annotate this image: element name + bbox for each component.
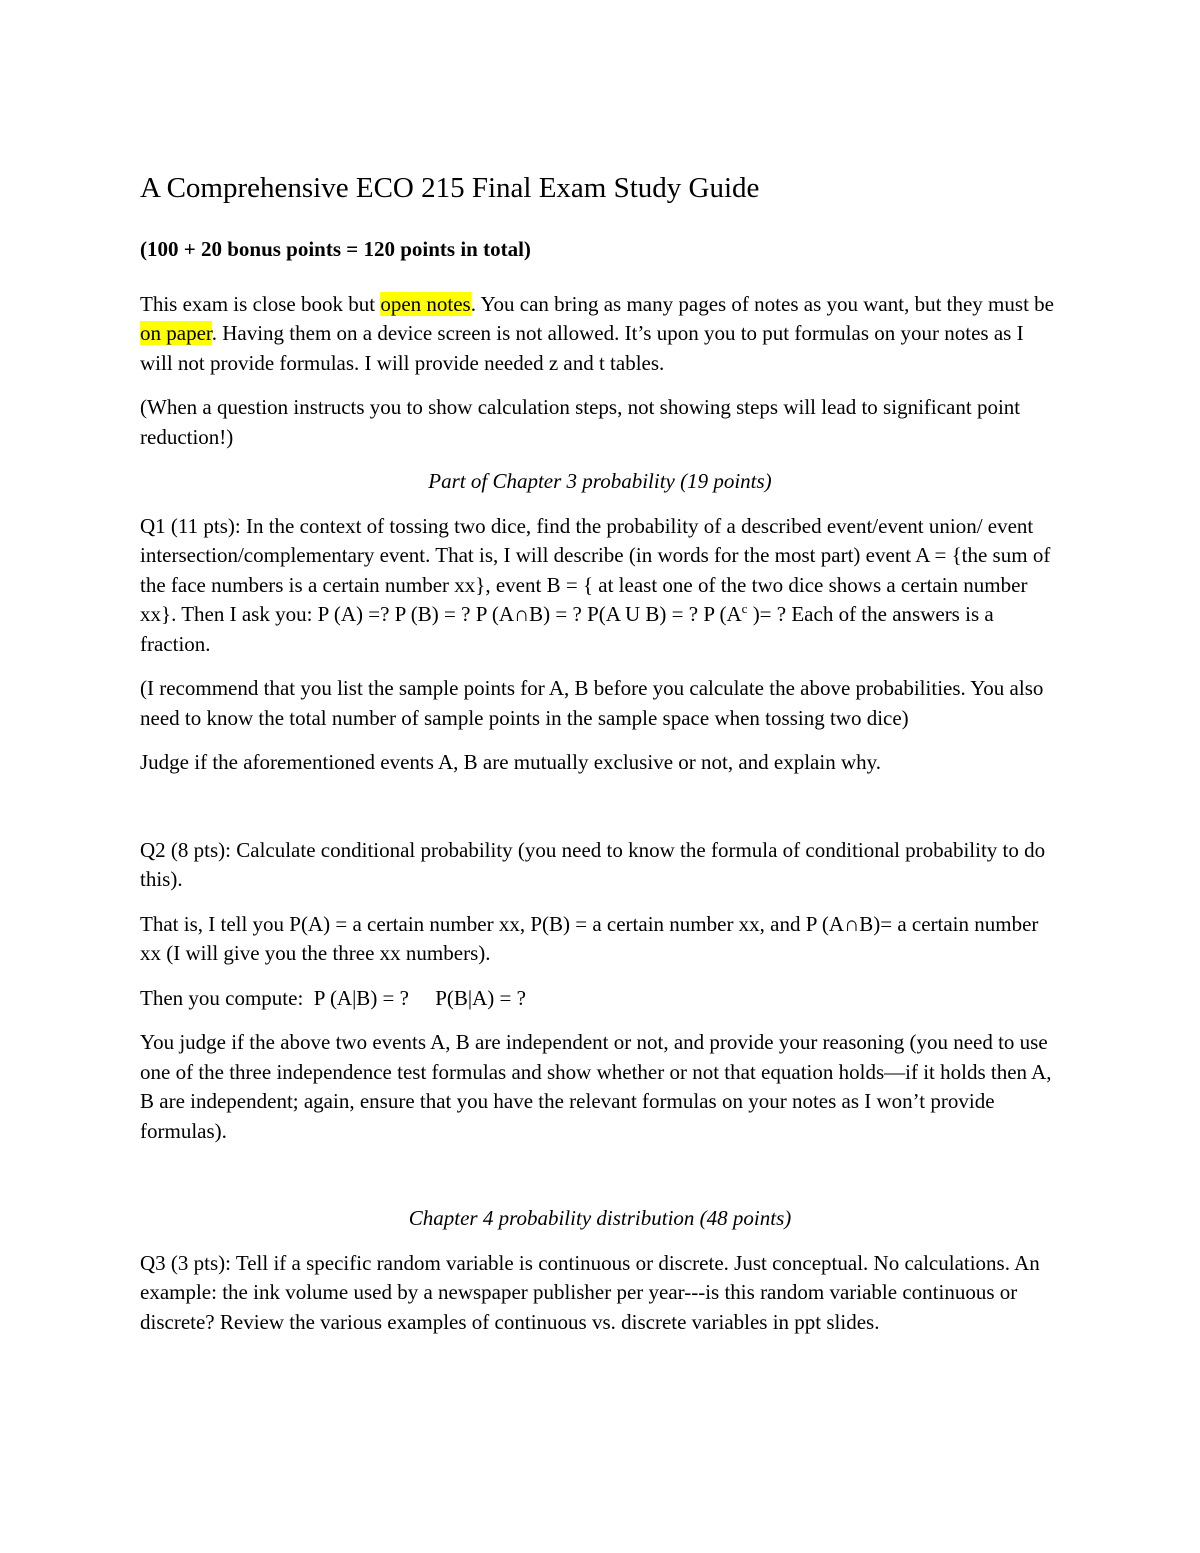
q2-intro: Q2 (8 pts): Calculate conditional probability (you need to know the formula of conditional probability to do this). bbox=[140, 837, 1046, 891]
intro-text-2: . You can bring as many pages of notes as you want, but they must be bbox=[470, 291, 1054, 316]
points-subtitle: (100 + 20 bonus points = 120 points in total) bbox=[140, 237, 531, 261]
q1-judge: Judge if the aforementioned events A, B are mutually exclusive or not, and explain why. bbox=[140, 750, 882, 774]
highlight-on-paper: on paper bbox=[140, 321, 212, 345]
q1-recommendation: (I recommend that you list the sample points for A, B before you calculate the above probabilities. You also need to know the total number of sample points in the sample space when tossing two dice) bbox=[140, 676, 1044, 730]
section-heading-chapter-3: Part of Chapter 3 probability (19 points) bbox=[428, 469, 772, 493]
steps-note: (When a question instructs you to show calculation steps, not showing steps will lead to significant point reduction!) bbox=[140, 395, 1021, 449]
intro-paragraph bbox=[140, 290, 1060, 379]
q2-judge: You judge if the above two events A, B are independent or not, and provide your reasoning (you need to use one of the three independence test formulas and show whether or not that equation holds—if it holds then A, B are independent; again, ensure that you have the relevant formulas on your notes as I won’t provide formulas). bbox=[140, 1030, 1052, 1143]
page-title: A Comprehensive ECO 215 Final Exam Study Guide bbox=[140, 172, 760, 204]
q1-paragraph bbox=[140, 512, 1060, 660]
document-body bbox=[140, 168, 1060, 1352]
intro-text-1: This exam is close book but bbox=[140, 291, 381, 316]
q2-given: That is, I tell you P(A) = a certain number xx, P(B) = a certain number xx, and P (A∩B)= a certain number xx (I will give you the three xx numbers). bbox=[140, 911, 1039, 965]
q2-compute: Then you compute: P (A|B) = ? P(B|A) = ? bbox=[140, 985, 526, 1010]
section-heading-chapter-4: Chapter 4 probability distribution (48 points) bbox=[408, 1206, 792, 1230]
q1-text-end: )= ? Each of the answers is a fraction. bbox=[140, 602, 994, 656]
highlight-open-notes: open notes bbox=[380, 291, 471, 316]
complement-superscript: c bbox=[741, 601, 748, 616]
q3-paragraph: Q3 (3 pts): Tell if a specific random variable is continuous or discrete. Just conceptual. No calculations. An example: the ink volume used by a newspaper publisher per year---is this random variable continuous or discrete? Review the various examples of continuous vs. discrete variables in ppt slides. bbox=[140, 1250, 1040, 1334]
intro-text-3: . Having them on a device screen is not allowed. It’s upon you to put formulas on your notes as I will not provide formulas. I will provide needed z and t tables. bbox=[140, 321, 1024, 375]
q1-text: Q1 (11 pts): In the context of tossing two dice, find the probability of a described event/event union/ event intersection/complementary event. That is, I will describe (in words for the most part) event A = {the sum of the face numbers is a certain number xx}, event B = { at least one of the two dice shows a certain number xx}. Then I ask you: P (A) =? P (B) = ? P (A∩B) = ? P(A U B) = ? P (A bbox=[140, 513, 1051, 626]
